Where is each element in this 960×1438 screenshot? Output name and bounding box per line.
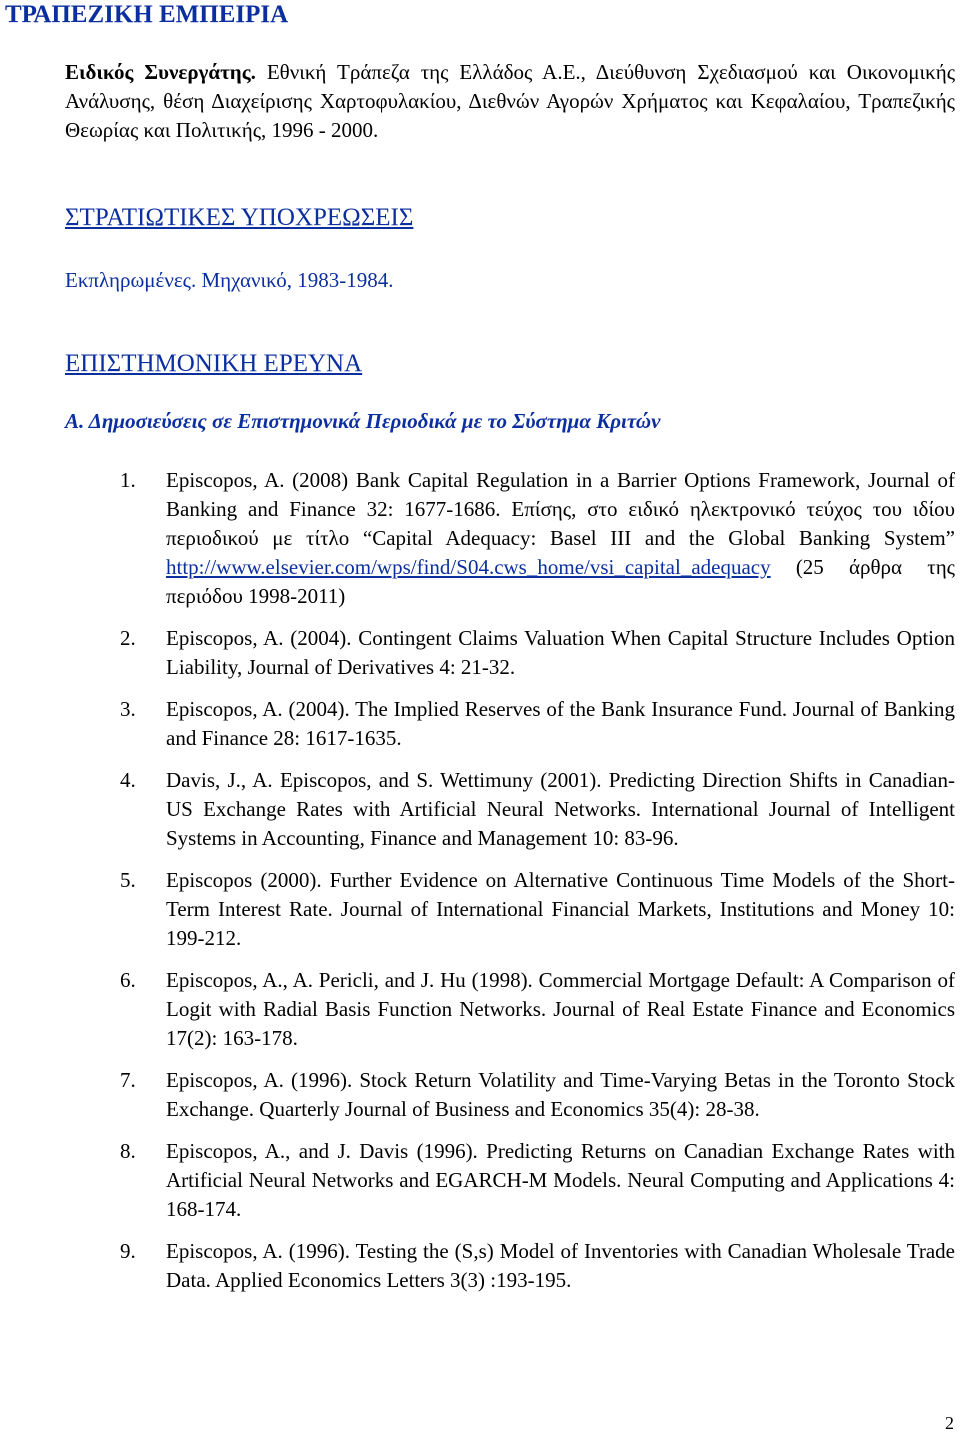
publication-number: 7. bbox=[120, 1068, 136, 1092]
publication-citation bbox=[166, 466, 955, 611]
publication-item bbox=[120, 1237, 955, 1295]
publication-citation bbox=[166, 766, 955, 853]
publication-citation bbox=[166, 1137, 955, 1224]
publication-item bbox=[120, 1137, 955, 1224]
citation-text: Episcopos, A. (2008) Bank Capital Regulation in a Barrier Options Framework, Journal of Banking and Finance 32: 1677-1686. Επίσης, στο ειδικό ηλεκτρονικό τεύχος του ιδίου περιοδικού με τίτλο “Capital Adequacy: Basel III and the Global Banking System” bbox=[166, 468, 955, 550]
publication-item bbox=[120, 866, 955, 953]
publication-item bbox=[120, 624, 955, 682]
banking-experience-paragraph bbox=[65, 58, 955, 145]
banking-role-description: Εθνική Τράπεζα της Ελλάδος Α.Ε., Διεύθυνση Σχεδιασμού και Οικονομικής Ανάλυσης, θέση Διαχείρισης Χαρτοφυλακίου, Διεθνών Αγορών Χρήματος και Κεφαλαίου, Τραπεζικής Θεωρίας και Πολιτικής, 1996 - 2000. bbox=[65, 60, 956, 142]
publication-citation bbox=[166, 1066, 955, 1124]
publication-citation bbox=[166, 866, 955, 953]
publication-number: 5. bbox=[120, 868, 136, 892]
page-number: 2 bbox=[945, 1413, 954, 1433]
citation-text: Episcopos, A., A. Pericli, and J. Hu (1998). Commercial Mortgage Default: A Comparison of Logit with Radial Basis Function Networks. Journal of Real Estate Finance and Economics 17(2): 163-178. bbox=[166, 968, 955, 1050]
publication-number: 6. bbox=[120, 968, 136, 992]
military-service-heading: ΣΤΡΑΤΙΩΤΙΚΕΣ ΥΠΟΧΡΕΩΣΕΙΣ bbox=[65, 204, 414, 231]
publications-list bbox=[120, 466, 955, 1308]
citation-text: Episcopos (2000). Further Evidence on Alternative Continuous Time Models of the Short-Term Interest Rate. Journal of International Financial Markets, Institutions and Money 10: 199-212. bbox=[166, 868, 955, 950]
page-heading-banking-experience: ΤΡΑΠΕΖΙΚΗ ΕΜΠΕΙΡΙΑ bbox=[5, 1, 289, 28]
publication-item bbox=[120, 1066, 955, 1124]
banking-role-title: Ειδικός Συνεργάτης. bbox=[65, 60, 256, 84]
military-service-text: Εκπληρωμένες. Μηχανικό, 1983-1984. bbox=[65, 268, 394, 292]
citation-note: (25 άρθρα της περιόδου 1998-2011) bbox=[166, 555, 955, 608]
publication-citation bbox=[166, 1237, 955, 1295]
publications-subheading: Α. Δημοσιεύσεις σε Επιστημονικά Περιοδικά με το Σύστημα Κριτών bbox=[65, 409, 661, 433]
research-heading: ΕΠΙΣΤΗΜΟΝΙΚΗ ΕΡΕΥΝΑ bbox=[65, 350, 363, 377]
publication-item bbox=[120, 766, 955, 853]
publication-item bbox=[120, 966, 955, 1053]
publication-number: 8. bbox=[120, 1139, 136, 1163]
publication-number: 1. bbox=[120, 468, 136, 492]
citation-link[interactable]: http://www.elsevier.com/wps/find/S04.cws_home/vsi_capital_adequacy bbox=[166, 555, 771, 579]
publication-item bbox=[120, 466, 955, 611]
citation-text: Episcopos, A. (1996). Stock Return Volatility and Time-Varying Betas in the Toronto Stock Exchange. Quarterly Journal of Business and Economics 35(4): 28-38. bbox=[166, 1068, 955, 1121]
publication-number: 4. bbox=[120, 768, 136, 792]
publication-number: 3. bbox=[120, 697, 136, 721]
citation-text: Davis, J., A. Episcopos, and S. Wettimuny (2001). Predicting Direction Shifts in Canadian-US Exchange Rates with Artificial Neural Networks. International Journal of Intelligent Systems in Accounting, Finance and Management 10: 83-96. bbox=[166, 768, 955, 850]
citation-text: Episcopos, A. (1996). Testing the (S,s) Model of Inventories with Canadian Wholesale Trade Data. Applied Economics Letters 3(3) :193-195. bbox=[166, 1239, 955, 1292]
publication-item bbox=[120, 695, 955, 753]
publication-number: 9. bbox=[120, 1239, 136, 1263]
publication-citation bbox=[166, 695, 955, 753]
publication-citation bbox=[166, 624, 955, 682]
citation-text: Episcopos, A. (2004). The Implied Reserves of the Bank Insurance Fund. Journal of Banking and Finance 28: 1617-1635. bbox=[166, 697, 955, 750]
publication-citation bbox=[166, 966, 955, 1053]
citation-text: Episcopos, A. (2004). Contingent Claims Valuation When Capital Structure Includes Option Liability, Journal of Derivatives 4: 21-32. bbox=[166, 626, 955, 679]
publication-number: 2. bbox=[120, 626, 136, 650]
citation-text: Episcopos, A., and J. Davis (1996). Predicting Returns on Canadian Exchange Rates with Artificial Neural Networks and EGARCH-M Models. Neural Computing and Applications 4: 168-174. bbox=[166, 1139, 955, 1221]
